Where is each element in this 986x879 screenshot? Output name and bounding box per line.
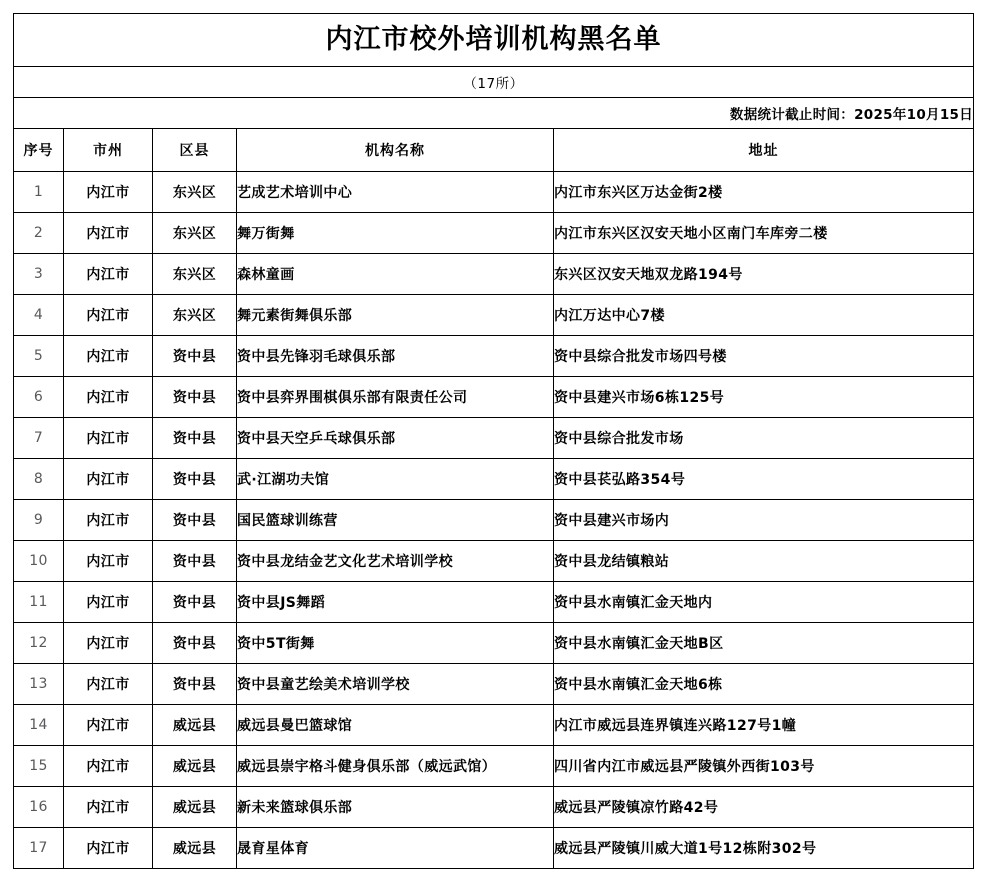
cell-index: 8: [14, 459, 64, 500]
cell-address: 威远县严陵镇凉竹路42号: [554, 787, 974, 828]
cell-index: 17: [14, 828, 64, 869]
cell-address: 资中县综合批发市场: [554, 418, 974, 459]
table-row: [14, 254, 974, 295]
cell-district: 威远县: [153, 828, 237, 869]
table-row: [14, 213, 974, 254]
cell-address: 内江市东兴区汉安天地小区南门车库旁二楼: [554, 213, 974, 254]
cell-index: 13: [14, 664, 64, 705]
cell-institution: 资中县童艺绘美术培训学校: [237, 664, 554, 705]
table-row: [14, 746, 974, 787]
cell-institution: 资中县弈界围棋俱乐部有限责任公司: [237, 377, 554, 418]
cell-city: 内江市: [64, 377, 153, 418]
cell-institution: 资中县龙结金艺文化艺术培训学校: [237, 541, 554, 582]
cell-address: 资中县水南镇汇金天地B区: [554, 623, 974, 664]
column-header-row: [14, 129, 974, 172]
cell-city: 内江市: [64, 500, 153, 541]
cell-district: 资中县: [153, 582, 237, 623]
cell-city: 内江市: [64, 336, 153, 377]
cell-district: 资中县: [153, 377, 237, 418]
cell-index: 10: [14, 541, 64, 582]
table-row: [14, 541, 974, 582]
cell-city: 内江市: [64, 623, 153, 664]
cell-address: 内江万达中心7楼: [554, 295, 974, 336]
cell-address: 内江市威远县连界镇连兴路127号1幢: [554, 705, 974, 746]
cell-institution: 资中县JS舞蹈: [237, 582, 554, 623]
cell-district: 资中县: [153, 418, 237, 459]
cell-institution: 舞万街舞: [237, 213, 554, 254]
data-as-of-label: 数据统计截止时间：2025年10月15日: [14, 98, 974, 129]
cell-city: 内江市: [64, 172, 153, 213]
cell-district: 资中县: [153, 336, 237, 377]
cell-institution: 武·江湖功夫馆: [237, 459, 554, 500]
cell-address: 资中县水南镇汇金天地内: [554, 582, 974, 623]
page-title: 内江市校外培训机构黑名单: [14, 14, 974, 67]
cell-district: 东兴区: [153, 172, 237, 213]
cell-district: 东兴区: [153, 213, 237, 254]
cell-city: 内江市: [64, 213, 153, 254]
cell-index: 14: [14, 705, 64, 746]
cell-city: 内江市: [64, 828, 153, 869]
cell-city: 内江市: [64, 787, 153, 828]
cell-district: 威远县: [153, 787, 237, 828]
cell-city: 内江市: [64, 295, 153, 336]
table-row: [14, 623, 974, 664]
table-row: [14, 459, 974, 500]
cell-address: 资中县水南镇汇金天地6栋: [554, 664, 974, 705]
cell-institution: 威远县崇宇格斗健身俱乐部（威远武馆）: [237, 746, 554, 787]
table-row: [14, 418, 974, 459]
cell-address: 资中县龙结镇粮站: [554, 541, 974, 582]
table-row: [14, 500, 974, 541]
column-header-institution: 机构名称: [237, 129, 554, 172]
cell-district: 资中县: [153, 623, 237, 664]
cell-index: 15: [14, 746, 64, 787]
cell-institution: 森林童画: [237, 254, 554, 295]
cell-city: 内江市: [64, 746, 153, 787]
cell-district: 威远县: [153, 746, 237, 787]
cell-city: 内江市: [64, 418, 153, 459]
cell-city: 内江市: [64, 664, 153, 705]
cell-institution: 资中县天空乒乓球俱乐部: [237, 418, 554, 459]
cell-district: 资中县: [153, 459, 237, 500]
cell-address: 东兴区汉安天地双龙路194号: [554, 254, 974, 295]
cell-address: 资中县综合批发市场四号楼: [554, 336, 974, 377]
table-row: [14, 705, 974, 746]
cell-index: 12: [14, 623, 64, 664]
cell-index: 2: [14, 213, 64, 254]
cell-district: 威远县: [153, 705, 237, 746]
cell-district: 东兴区: [153, 295, 237, 336]
cell-district: 资中县: [153, 664, 237, 705]
cell-institution: 国民篮球训练营: [237, 500, 554, 541]
cell-address: 威远县严陵镇川威大道1号12栋附302号: [554, 828, 974, 869]
cell-address: 资中县建兴市场内: [554, 500, 974, 541]
table-row: [14, 336, 974, 377]
cell-index: 1: [14, 172, 64, 213]
cell-institution: 艺成艺术培训中心: [237, 172, 554, 213]
cell-city: 内江市: [64, 582, 153, 623]
cell-district: 资中县: [153, 500, 237, 541]
cell-index: 16: [14, 787, 64, 828]
count-row: [14, 67, 974, 98]
cell-district: 资中县: [153, 541, 237, 582]
table-row: [14, 582, 974, 623]
cell-address: 四川省内江市威远县严陵镇外西街103号: [554, 746, 974, 787]
cell-city: 内江市: [64, 459, 153, 500]
table-row: [14, 172, 974, 213]
institution-count-note: （17所）: [14, 67, 974, 98]
cell-index: 5: [14, 336, 64, 377]
column-header-city: 市州: [64, 129, 153, 172]
cell-institution: 舞元素街舞俱乐部: [237, 295, 554, 336]
cell-index: 7: [14, 418, 64, 459]
cell-index: 11: [14, 582, 64, 623]
column-header-index: 序号: [14, 129, 64, 172]
cell-address: 资中县苌弘路354号: [554, 459, 974, 500]
column-header-address: 地址: [554, 129, 974, 172]
cell-district: 东兴区: [153, 254, 237, 295]
cell-city: 内江市: [64, 254, 153, 295]
table-row: [14, 787, 974, 828]
column-header-district: 区县: [153, 129, 237, 172]
cell-institution: 新未来篮球俱乐部: [237, 787, 554, 828]
cell-city: 内江市: [64, 705, 153, 746]
blacklist-table: [13, 13, 974, 869]
table-row: [14, 664, 974, 705]
cell-index: 9: [14, 500, 64, 541]
as-of-row: [14, 98, 974, 129]
cell-institution: 晟育星体育: [237, 828, 554, 869]
table-row: [14, 828, 974, 869]
cell-institution: 威远县曼巴篮球馆: [237, 705, 554, 746]
cell-index: 6: [14, 377, 64, 418]
cell-address: 资中县建兴市场6栋125号: [554, 377, 974, 418]
title-row: [14, 14, 974, 67]
cell-index: 4: [14, 295, 64, 336]
table-row: [14, 377, 974, 418]
cell-institution: 资中5T街舞: [237, 623, 554, 664]
cell-index: 3: [14, 254, 64, 295]
cell-institution: 资中县先锋羽毛球俱乐部: [237, 336, 554, 377]
table-row: [14, 295, 974, 336]
cell-address: 内江市东兴区万达金街2楼: [554, 172, 974, 213]
cell-city: 内江市: [64, 541, 153, 582]
table-body: [14, 14, 974, 869]
